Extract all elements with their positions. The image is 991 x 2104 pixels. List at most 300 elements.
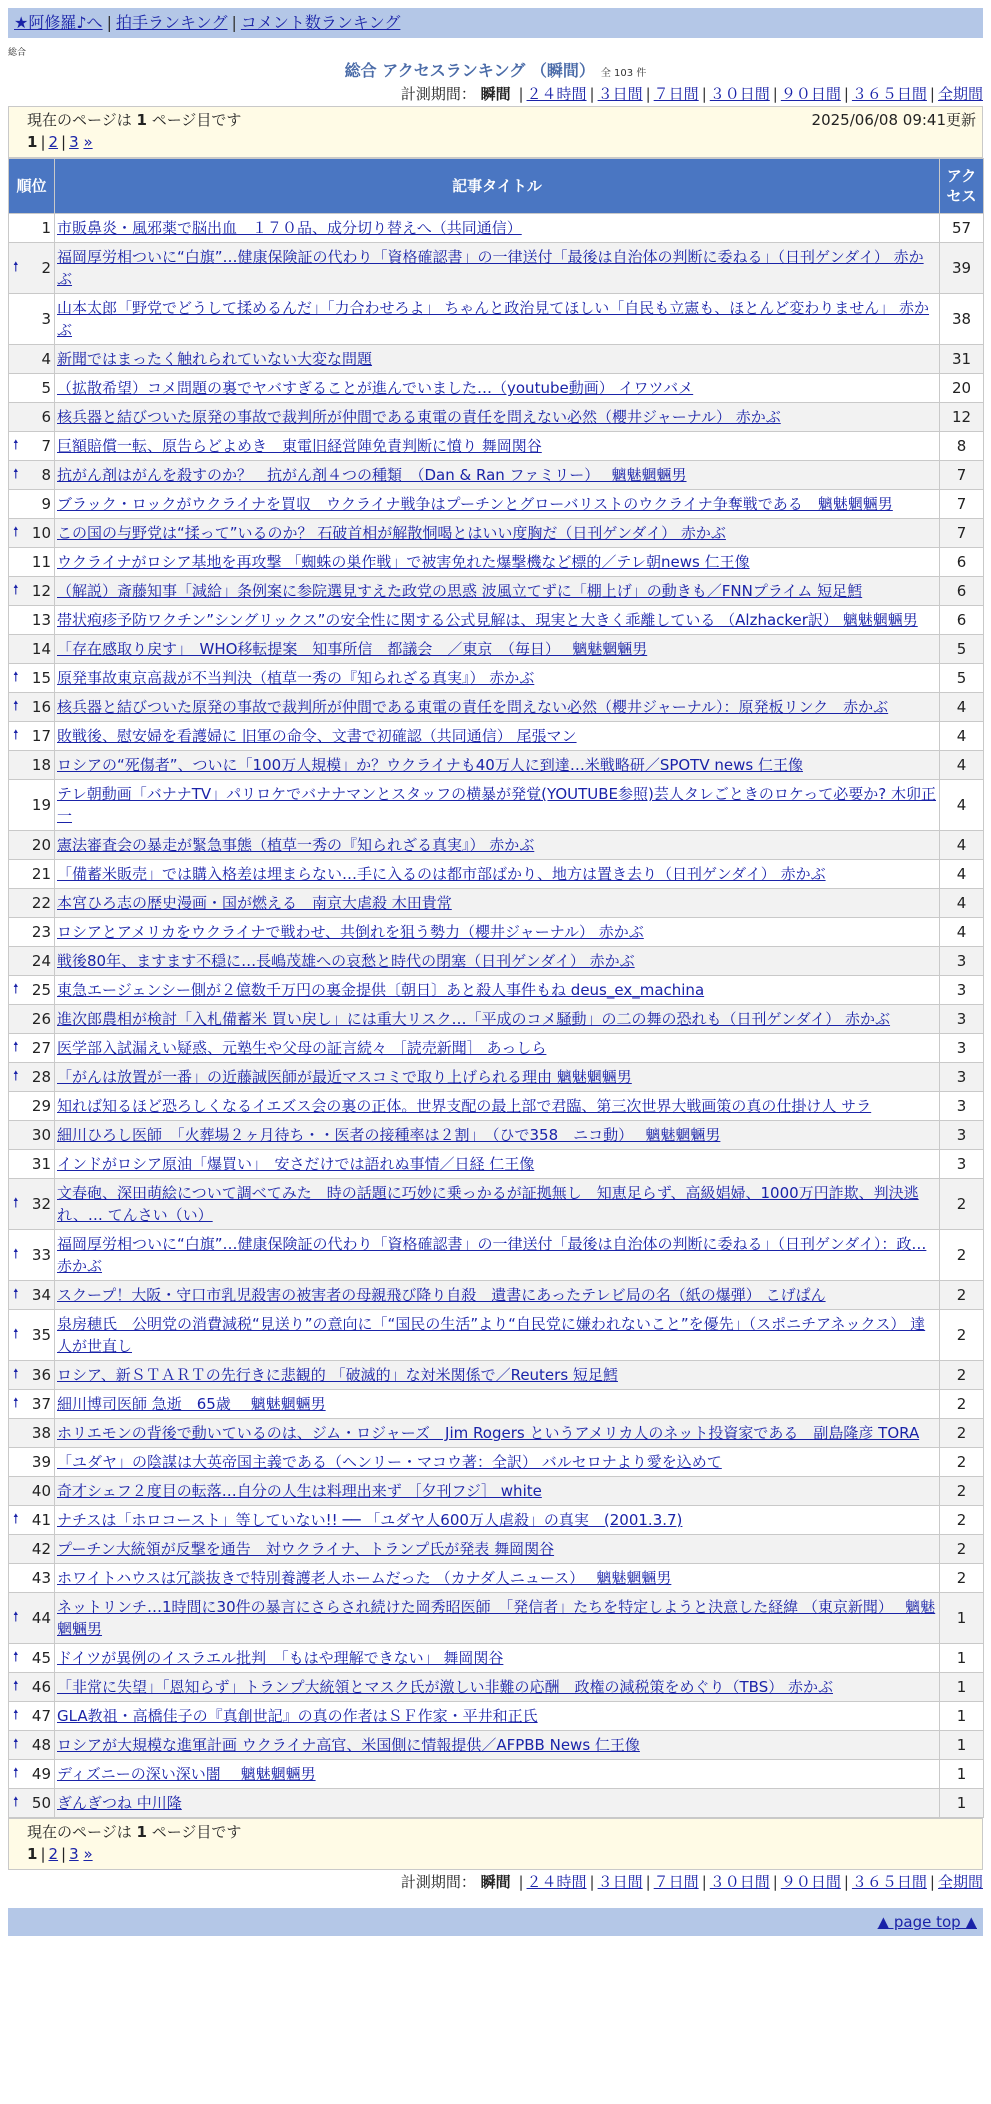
article-title-link[interactable]: ウクライナがロシア基地を再攻撃 「蜘蛛の巣作戦」で被害免れた爆撃機など標的／テレ朝news 仁王像 (57, 553, 750, 571)
period-link[interactable]: ３０日間 (709, 85, 770, 103)
article-title-link[interactable]: 文春砲、深田萌絵について調べてみた 時の話題に巧妙に乗っかるが証拠無し 知恵足らず、高級娼婦、1000万円詐欺、判決逃れ、… てんさい（い） (57, 1184, 919, 1224)
article-title-link[interactable]: ドイツが異例のイスラエル批判 「もはや理解できない」 舞岡関谷 (57, 1649, 504, 1667)
access-count: 2 (940, 1179, 984, 1230)
rank-cell (9, 490, 55, 519)
rank-number: 14 (31, 640, 51, 658)
rank-number: 18 (31, 756, 51, 774)
period-link[interactable]: ２４時間 (526, 85, 587, 103)
rank-cell (9, 722, 55, 751)
access-count: 3 (940, 1034, 984, 1063)
period-link[interactable]: ３日間 (597, 85, 643, 103)
article-title-link[interactable]: 山本太郎「野党でどうして揉めるんだ」「力合わせろよ」 ちゃんと政治見てほしい「自民も立憲も、ほとんど変わりません」 赤かぶ (57, 299, 930, 339)
title-cell (55, 1150, 940, 1179)
table-row (9, 1673, 984, 1702)
period-link[interactable]: ９０日間 (780, 1873, 841, 1891)
access-count: 2 (940, 1419, 984, 1448)
access-count: 6 (940, 548, 984, 577)
period-separator: | (518, 1873, 524, 1891)
table-row (9, 1179, 984, 1230)
article-title-link[interactable]: ロシアとアメリカをウクライナで戦わせ、共倒れを狙う勢力（櫻井ジャーナル） 赤かぶ (57, 923, 644, 941)
rank-cell (9, 780, 55, 831)
rank-number: 24 (31, 952, 51, 970)
access-count: 3 (940, 1092, 984, 1121)
access-count: 4 (940, 918, 984, 947)
title-cell (55, 947, 940, 976)
article-title-link[interactable]: 知れば知るほど恐ろしくなるイエズス会の裏の正体。世界支配の最上部で君臨、第三次世界大戦画策の真の仕掛け人 サラ (57, 1097, 872, 1115)
access-count: 1 (940, 1593, 984, 1644)
table-row (9, 1092, 984, 1121)
rank-number: 2 (41, 259, 51, 277)
title-cell (55, 693, 940, 722)
title-cell (55, 1760, 940, 1789)
title-cell (55, 722, 940, 751)
access-count: 4 (940, 780, 984, 831)
article-title-link[interactable]: ナチスは「ホロコースト」等していない!! ── 「ユダヤ人600万人虐殺」の真実 (2001.3.7) (57, 1511, 683, 1529)
rank-cell (9, 831, 55, 860)
rank-up-arrow-icon: 🠕 (13, 728, 19, 743)
period-separator: | (843, 1873, 849, 1891)
rank-number: 45 (31, 1649, 51, 1667)
title-cell (55, 606, 940, 635)
table-row (9, 635, 984, 664)
table-row (9, 1063, 984, 1092)
article-title-link[interactable]: 敗戦後、慰安婦を看護婦に 旧軍の命令、文書で初確認（共同通信） 尾張マン (57, 727, 577, 745)
article-title-link[interactable]: 医学部入試漏えい疑惑、元塾生や父母の証言続々 ［読売新聞］ あっしら (57, 1039, 547, 1057)
rank-cell (9, 1448, 55, 1477)
access-count: 5 (940, 664, 984, 693)
rank-cell (9, 1564, 55, 1593)
title-cell (55, 860, 940, 889)
rank-cell (9, 1789, 55, 1818)
article-title-link[interactable]: ディズニーの深い深い闇 魑魅魍魎男 (57, 1765, 316, 1783)
title-cell (55, 1564, 940, 1593)
access-count: 2 (940, 1506, 984, 1535)
rank-up-arrow-icon: 🠕 (13, 583, 19, 598)
pagination-current: 1 (27, 133, 38, 151)
period-label: 計測期間： (400, 85, 476, 103)
period-separator: | (929, 85, 935, 103)
rank-number: 48 (31, 1736, 51, 1754)
rank-cell (9, 519, 55, 548)
page-title (8, 60, 983, 82)
page (8, 0, 983, 1936)
access-count: 2 (940, 1361, 984, 1390)
article-title-link[interactable]: プーチン大統領が反撃を通告 対ウクライナ、トランプ氏が発表 舞岡関谷 (57, 1540, 555, 1558)
nav-comment-ranking-link[interactable]: コメント数ランキング (240, 13, 401, 32)
title-cell (55, 1419, 940, 1448)
period-current: 瞬間 (480, 1873, 511, 1891)
article-title-link[interactable]: 泉房穂氏 公明党の消費減税“見送り”の意向に「“国民の生活”より“自民党に嫌われないこと”を優先」（スポニチアネックス） 達人が世直し (57, 1315, 926, 1355)
access-count: 38 (940, 294, 984, 345)
access-count: 12 (940, 403, 984, 432)
rank-cell (9, 1034, 55, 1063)
rank-number: 39 (31, 1453, 51, 1471)
access-count: 7 (940, 519, 984, 548)
table-row (9, 1593, 984, 1644)
rank-number: 26 (31, 1010, 51, 1028)
article-title-link[interactable]: 細川ひろし医師 「火葬場２ヶ月待ち・・医者の接種率は２割」 （ひで358 ニコ動） 魑魅魍魎男 (57, 1126, 721, 1144)
period-separator: | (518, 85, 524, 103)
pagination-separator: | (61, 1845, 67, 1863)
rank-cell (9, 345, 55, 374)
category-label: 総合 (8, 48, 27, 58)
rank-number: 10 (31, 524, 51, 542)
title-cell (55, 1535, 940, 1564)
article-title-link[interactable]: テレ朝動画「バナナTV」パリロケでバナナマンとスタッフの横暴が発覚(YOUTUBE参照)芸人タレごときのロケって必要か? 木卯正一 (57, 785, 937, 825)
table-row (9, 860, 984, 889)
nav-clap-ranking-link[interactable]: 拍手ランキング (115, 13, 228, 32)
article-title-link[interactable]: この国の与野党は“揉って”いるのか？ 石破首相が解散恫喝とはいい度胸だ（日刊ゲンダイ） 赤かぶ (57, 524, 726, 542)
rank-number: 20 (31, 836, 51, 854)
title-cell (55, 976, 940, 1005)
rank-number: 31 (31, 1155, 51, 1173)
bottom-bar (8, 1908, 983, 1936)
article-title-link[interactable]: スクープ！大阪・守口市乳児殺害の被害者の母親飛び降り自殺 遺書にあったテレビ局の名（紙の爆弾） こげぱん (57, 1286, 826, 1304)
article-title-link[interactable]: 核兵器と結びついた原発の事故で裁判所が仲間である東電の責任を問えない必然（櫻井ジャーナル） 赤かぶ (57, 408, 781, 426)
article-title-link[interactable]: 原発事故東京高裁が不当判決（植草一秀の『知られざる真実』） 赤かぶ (57, 669, 535, 687)
title-cell (55, 780, 940, 831)
rank-cell (9, 664, 55, 693)
rank-cell (9, 1535, 55, 1564)
article-title-link[interactable]: 新聞ではまったく触れられていない大変な問題 (57, 350, 373, 368)
access-count: 4 (940, 722, 984, 751)
rank-up-arrow-icon: 🠕 (13, 699, 19, 714)
page-status-pre: 現在のページは (27, 1823, 132, 1841)
table-row (9, 1390, 984, 1419)
rank-number: 28 (31, 1068, 51, 1086)
rank-cell (9, 1150, 55, 1179)
title-cell (55, 889, 940, 918)
access-count: 1 (940, 1789, 984, 1818)
table-row (9, 1310, 984, 1361)
article-title-link[interactable]: 「がんは放置が一番」の近藤誠医師が最近マスコミで取り上げられる理由 魑魅魍魎男 (57, 1068, 632, 1086)
table-row (9, 947, 984, 976)
table-row (9, 1564, 984, 1593)
rank-up-arrow-icon: 🠕 (13, 1708, 19, 1723)
period-label: 計測期間： (400, 1873, 476, 1891)
rank-number: 21 (31, 865, 51, 883)
title-cell (55, 1034, 940, 1063)
rank-number: 13 (31, 611, 51, 629)
page-status-number: 1 (136, 111, 147, 129)
period-link[interactable]: ３０日間 (709, 1873, 770, 1891)
article-title-link[interactable]: ロシアが大規模な進軍計画 ウクライナ高官、米国側に情報提供／AFPBB News 仁王像 (57, 1736, 640, 1754)
updated-timestamp: 2025/06/08 09:41更新 (811, 111, 976, 129)
rank-number: 50 (31, 1794, 51, 1812)
rank-up-arrow-icon: 🠕 (13, 467, 19, 482)
access-count: 1 (940, 1702, 984, 1731)
article-title-link[interactable]: 抗がん剤はがんを殺すのか？ 抗がん剤４つの種類 （Dan & Ran ファミリー） 魑魅魍魎男 (57, 466, 687, 484)
table-row (9, 693, 984, 722)
title-cell (55, 1593, 940, 1644)
article-title-link[interactable]: 「ユダヤ」の陰謀は大英帝国主義である（ヘンリー・マコウ著：全訳） バルセロナより愛を込めて (57, 1453, 722, 1471)
article-title-link[interactable]: 「存在感取り戻す」 WHO移転提案 知事所信 都議会 ／東京 （毎日） 魑魅魍魎男 (57, 640, 648, 658)
period-link[interactable]: ９０日間 (780, 85, 841, 103)
title-cell (55, 831, 940, 860)
period-link[interactable]: ３６５日間 (851, 85, 927, 103)
article-title-link[interactable]: 福岡厚労相ついに“白旗”…健康保険証の代わり「資格確認書」の一律送付「最後は自治体の判断に委ねる」（日刊ゲンダイ）：政… 赤かぶ (57, 1235, 927, 1275)
article-title-link[interactable]: ロシアの“死傷者”、ついに「100万人規模」か？ウクライナも40万人に到達…米戦略研／SPOTV news 仁王像 (57, 756, 803, 774)
article-title-link[interactable]: 東急エージェンシー側が２億数千万円の裏金提供〔朝日〕あと殺人事件もね deus_ex_machina (57, 981, 705, 999)
title-cell (55, 1477, 940, 1506)
rank-cell (9, 1179, 55, 1230)
rank-cell (9, 1644, 55, 1673)
rank-number: 17 (31, 727, 51, 745)
access-count: 4 (940, 693, 984, 722)
table-row (9, 519, 984, 548)
title-cell (55, 577, 940, 606)
rank-up-arrow-icon: 🠕 (13, 1040, 19, 1055)
table-row (9, 374, 984, 403)
article-title-link[interactable]: ロシア、新ＳＴＡＲＴの先行きに悲観的 「破滅的」な対米関係で／Reuters 短足鱈 (57, 1366, 618, 1384)
rank-cell (9, 577, 55, 606)
title-cell (55, 1310, 940, 1361)
title-cell (55, 635, 940, 664)
page-status-post: ページ目です (151, 1823, 242, 1841)
rank-cell (9, 1419, 55, 1448)
rank-number: 23 (31, 923, 51, 941)
rank-up-arrow-icon: 🠕 (13, 525, 19, 540)
table-row (9, 1150, 984, 1179)
rank-number: 25 (31, 981, 51, 999)
pagination-link[interactable]: 3 (69, 133, 79, 151)
period-separator: | (645, 85, 651, 103)
rank-number: 27 (31, 1039, 51, 1057)
title-cell (55, 1731, 940, 1760)
title-cell (55, 664, 940, 693)
article-title-link[interactable]: ぎんぎつね 中川隆 (57, 1794, 182, 1812)
access-count: 20 (940, 374, 984, 403)
period-link[interactable]: 全期間 (937, 1873, 983, 1891)
title-cell (55, 294, 940, 345)
period-separator: | (701, 1873, 707, 1891)
table-row (9, 1230, 984, 1281)
pagination-link[interactable]: 2 (48, 133, 59, 151)
period-link[interactable]: ３日間 (597, 1873, 643, 1891)
article-title-link[interactable]: 「備蓄米販売」では購入格差は埋まらない…手に入るのは都市部ばかり、地方は置き去り（日刊ゲンダイ） 赤かぶ (57, 865, 826, 883)
rank-number: 8 (41, 466, 51, 484)
table-row (9, 831, 984, 860)
article-title-link[interactable]: 奇才シェフ２度目の転落…自分の人生は料理出来ず ［夕刊フジ］ white (57, 1482, 542, 1500)
page-top-link[interactable]: ▲ page top ▲ (877, 1913, 977, 1931)
access-count: 5 (940, 635, 984, 664)
table-header-row (9, 159, 984, 214)
rank-cell (9, 548, 55, 577)
table-row (9, 606, 984, 635)
title-cell (55, 345, 940, 374)
rank-cell (9, 947, 55, 976)
rank-number: 33 (31, 1246, 51, 1264)
period-separator: | (843, 85, 849, 103)
rank-up-arrow-icon: 🠕 (13, 1512, 19, 1527)
title-cell (55, 519, 940, 548)
access-count: 2 (940, 1281, 984, 1310)
nav-home-link[interactable]: ★阿修羅♪へ (14, 13, 103, 32)
period-link[interactable]: ７日間 (653, 1873, 699, 1891)
total-count: 全 103 件 (600, 68, 647, 79)
table-row (9, 214, 984, 243)
rank-up-arrow-icon: 🠕 (13, 1327, 19, 1342)
period-selector-bottom (8, 1870, 983, 1894)
rank-number: 41 (31, 1511, 51, 1529)
pagination-next[interactable]: » (83, 1845, 93, 1863)
article-title-link[interactable]: GLA教祖・高橋佳子の『真創世記』の真の作者はＳＦ作家・平井和正氏 (57, 1707, 538, 1725)
rank-cell (9, 461, 55, 490)
header-title: 記事タイトル (55, 159, 940, 214)
period-separator: | (589, 1873, 595, 1891)
access-count: 2 (940, 1535, 984, 1564)
article-title-link[interactable]: 帯状疱疹予防ワクチン”シングリックス”の安全性に関する公式見解は、現実と大きく乖離している （Alzhacker訳） 魑魅魍魎男 (57, 611, 918, 629)
access-count: 4 (940, 860, 984, 889)
access-count: 4 (940, 751, 984, 780)
article-title-link[interactable]: （解説）斎藤知事「減給」条例案に参院選見すえた政党の思惑 波風立てずに「棚上げ」の動きも／FNNプライム 短足鱈 (57, 582, 863, 600)
article-title-link[interactable]: 福岡厚労相ついに“白旗”…健康保険証の代わり「資格確認書」の一律送付「最後は自治体の判断に委ねる」（日刊ゲンダイ） 赤かぶ (57, 248, 924, 288)
rank-up-arrow-icon: 🠕 (13, 1396, 19, 1411)
access-count: 1 (940, 1644, 984, 1673)
table-row (9, 1361, 984, 1390)
table-row (9, 976, 984, 1005)
page-status-post: ページ目です (151, 111, 242, 129)
rank-cell (9, 693, 55, 722)
table-row (9, 1477, 984, 1506)
rank-up-arrow-icon: 🠕 (13, 1196, 19, 1211)
rank-cell (9, 1281, 55, 1310)
rank-number: 16 (31, 698, 51, 716)
pager-top (8, 106, 983, 158)
rank-up-arrow-icon: 🠕 (13, 1069, 19, 1084)
rank-up-arrow-icon: 🠕 (13, 1795, 19, 1810)
table-row (9, 461, 984, 490)
access-count: 3 (940, 1005, 984, 1034)
rank-cell (9, 1230, 55, 1281)
rank-number: 19 (31, 796, 51, 814)
rank-cell (9, 606, 55, 635)
rank-up-arrow-icon: 🠕 (13, 1610, 19, 1625)
page-status-bottom (27, 1819, 968, 1843)
table-row (9, 432, 984, 461)
rank-number: 6 (41, 408, 51, 426)
rank-number: 5 (41, 379, 51, 397)
rank-number: 38 (31, 1424, 51, 1442)
table-row (9, 1419, 984, 1448)
table-row (9, 1005, 984, 1034)
article-title-link[interactable]: 細川博司医師 急逝 65歳 魑魅魍魎男 (57, 1395, 326, 1413)
title-cell (55, 1644, 940, 1673)
rank-cell (9, 374, 55, 403)
rank-cell (9, 1593, 55, 1644)
article-title-link[interactable]: 巨額賠償一転、原告らどよめき 東電旧経営陣免責判断に憤り 舞岡関谷 (57, 437, 542, 455)
title-cell (55, 1005, 940, 1034)
rank-cell (9, 1390, 55, 1419)
rank-cell (9, 1092, 55, 1121)
article-title-link[interactable]: 本宮ひろ志の歴史漫画・国が燃える 南京大虐殺 木田貴常 (57, 894, 452, 912)
article-title-link[interactable]: 憲法審査会の暴走が緊急事態（植草一秀の『知られざる真実』） 赤かぶ (57, 836, 535, 854)
rank-cell (9, 918, 55, 947)
period-current: 瞬間 (480, 85, 511, 103)
access-count: 2 (940, 1564, 984, 1593)
article-title-link[interactable]: 戦後80年、ますます不穏に…長嶋茂雄への哀愁と時代の閉塞（日刊ゲンダイ） 赤かぶ (57, 952, 635, 970)
access-count: 3 (940, 1063, 984, 1092)
rank-number: 34 (31, 1286, 51, 1304)
pager-bottom (8, 1818, 983, 1870)
header-access: アクセス (940, 159, 984, 214)
period-separator: | (701, 85, 707, 103)
access-count: 4 (940, 889, 984, 918)
access-count: 7 (940, 461, 984, 490)
period-link[interactable]: 全期間 (937, 85, 983, 103)
period-link[interactable]: ２４時間 (526, 1873, 587, 1891)
period-links-bottom (515, 1873, 983, 1891)
title-cell (55, 403, 940, 432)
article-title-link[interactable]: ホワイトハウスは冗談抜きで特別養護老人ホームだった （カナダ人ニュース） 魑魅魍魎男 (57, 1569, 672, 1587)
access-count: 2 (940, 1230, 984, 1281)
rank-number: 9 (41, 495, 51, 513)
rank-up-arrow-icon: 🠕 (13, 670, 19, 685)
article-title-link[interactable]: ネットリンチ…1時間に30件の暴言にさらされ続けた岡秀昭医師 「発信者」たちを特定しようと決意した経緯 （東京新聞） 魑魅魍魎男 (57, 1598, 936, 1638)
access-count: 1 (940, 1760, 984, 1789)
table-row (9, 1760, 984, 1789)
ranking-table-body (9, 214, 984, 1818)
access-count: 57 (940, 214, 984, 243)
rank-cell (9, 751, 55, 780)
article-title-link[interactable]: （拡散希望）コメ問題の裏でヤバすぎることが進んでいました…（youtube動画） イワツバメ (57, 379, 694, 397)
table-row (9, 490, 984, 519)
table-row (9, 577, 984, 606)
article-title-link[interactable]: 市販鼻炎・風邪薬で脳出血 １７０品、成分切り替えへ（共同通信） (57, 219, 522, 237)
nav-separator: | (231, 13, 237, 32)
title-cell (55, 461, 940, 490)
rank-cell (9, 976, 55, 1005)
title-cell (55, 432, 940, 461)
article-title-link[interactable]: 「非常に失望」「恩知らず」トランプ大統領とマスク氏が激しい非難の応酬 政権の減税策をめぐり（TBS） 赤かぶ (57, 1678, 833, 1696)
period-separator: | (772, 85, 778, 103)
pagination-current: 1 (27, 1845, 38, 1863)
access-count: 6 (940, 606, 984, 635)
rank-number: 47 (31, 1707, 51, 1725)
access-count: 7 (940, 490, 984, 519)
access-count: 2 (940, 1390, 984, 1419)
article-title-link[interactable]: ホリエモンの背後で動いているのは、ジム・ロジャーズ Jim Rogers というアメリカ人のネット投資家である 副島隆彦 TORA (57, 1424, 920, 1442)
article-title-link[interactable]: インドがロシア原油「爆買い」 安さだけでは語れぬ事情／日経 仁王像 (57, 1155, 535, 1173)
access-count: 6 (940, 577, 984, 606)
pagination-separator: | (40, 1845, 46, 1863)
pagination-link[interactable]: 2 (48, 1845, 59, 1863)
table-row (9, 1702, 984, 1731)
table-row (9, 243, 984, 294)
rank-number: 15 (31, 669, 51, 687)
header-rank: 順位 (9, 159, 55, 214)
table-row (9, 722, 984, 751)
table-row (9, 294, 984, 345)
title-cell (55, 1702, 940, 1731)
rank-up-arrow-icon: 🠕 (13, 1247, 19, 1262)
period-separator: | (645, 1873, 651, 1891)
rank-number: 3 (41, 310, 51, 328)
period-link[interactable]: ７日間 (653, 85, 699, 103)
top-nav-bar (8, 8, 983, 38)
pagination-link[interactable]: 3 (69, 1845, 79, 1863)
period-link[interactable]: ３６５日間 (851, 1873, 927, 1891)
rank-number: 42 (31, 1540, 51, 1558)
article-title-link[interactable]: 進次郎農相が検討「入札備蓄米 買い戻し」には重大リスク…「平成のコメ騒動」の二の舞の恐れも（日刊ゲンダイ） 赤かぶ (57, 1010, 891, 1028)
pagination-next[interactable]: » (83, 133, 93, 151)
title-cell (55, 1361, 940, 1390)
article-title-link[interactable]: ブラック・ロックがウクライナを買収 ウクライナ戦争はプーチンとグローバリストのウクライナ争奪戦である 魑魅魍魎男 (57, 495, 893, 513)
article-title-link[interactable]: 核兵器と結びついた原発の事故で裁判所が仲間である東電の責任を問えない必然（櫻井ジャーナル）：原発板リンク 赤かぶ (57, 698, 889, 716)
table-row (9, 403, 984, 432)
rank-up-arrow-icon: 🠕 (13, 438, 19, 453)
rank-cell (9, 860, 55, 889)
